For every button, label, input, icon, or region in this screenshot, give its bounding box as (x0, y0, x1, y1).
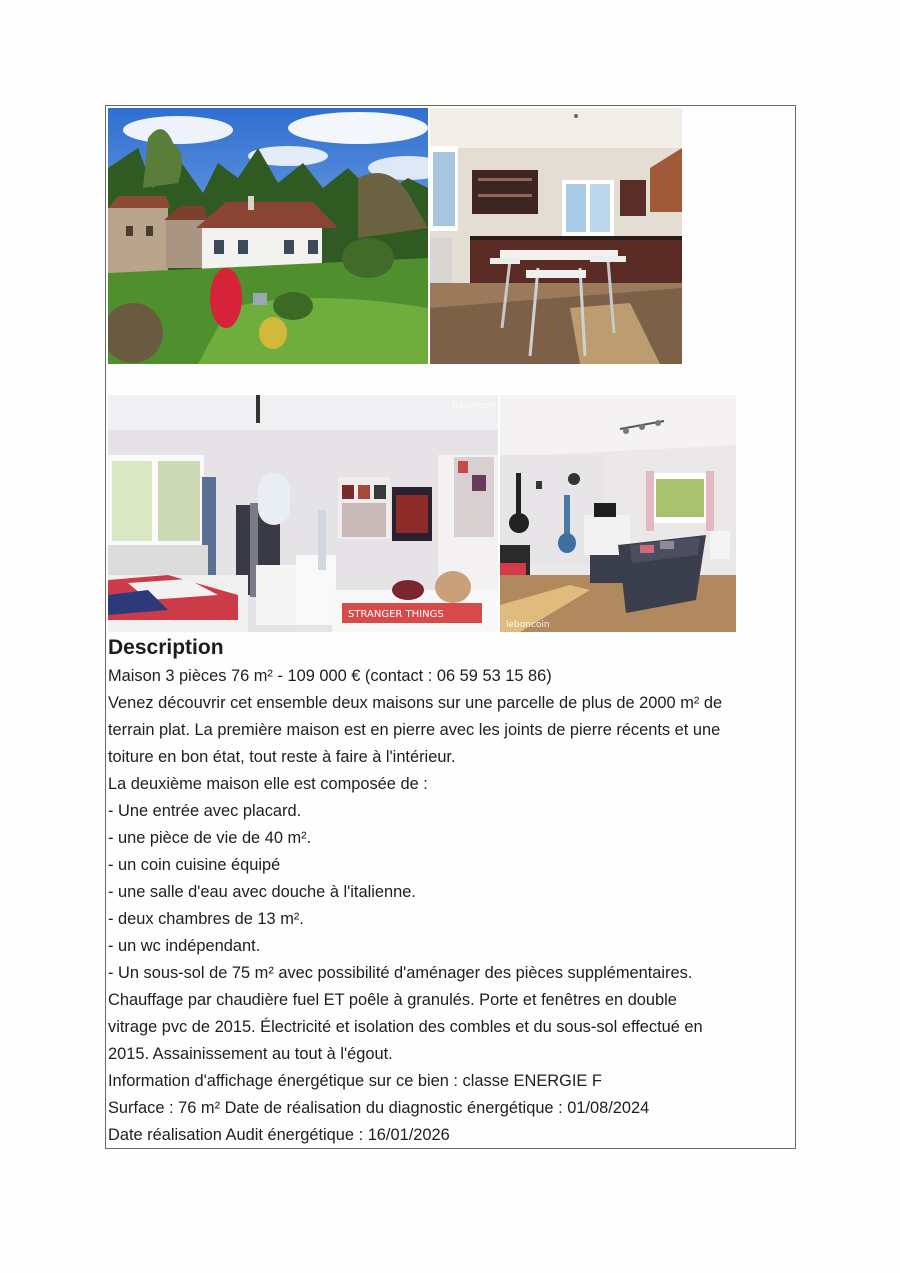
description-line: Surface : 76 m² Date de réalisation du diagnostic énergétique : 01/08/2024 (108, 1099, 650, 1117)
kitchen-photo (430, 108, 682, 364)
watermark-label: leboncoin (506, 620, 550, 630)
description-line: - un wc indépendant. (108, 937, 261, 955)
description-line: vitrage pvc de 2015. Électricité et isolation des combles et du sous-sol effectué en (108, 1018, 703, 1036)
svg-text:STRANGER THINGS: STRANGER THINGS (348, 609, 444, 620)
description-line: 2015. Assainissement au tout à l'égout. (108, 1045, 393, 1063)
listing-frame (105, 105, 796, 1149)
description-line: Date réalisation Audit énergétique : 16/01/2026 (108, 1126, 450, 1144)
bedroom-photo (108, 395, 498, 632)
description-title: Description (108, 636, 224, 659)
description-line: - un coin cuisine équipé (108, 856, 281, 874)
description-section (108, 633, 794, 1149)
description-line: - Un sous-sol de 75 m² avec possibilité d'aménager des pièces supplémentaires. (108, 964, 693, 982)
house-exterior-photo (108, 108, 428, 364)
description-line: - deux chambres de 13 m². (108, 910, 304, 928)
description-line: La deuxième maison elle est composée de : (108, 775, 428, 793)
description-body (108, 663, 794, 1149)
description-line: - une pièce de vie de 40 m². (108, 829, 312, 847)
description-line: terrain plat. La première maison est en pierre avec les joints de pierre récents et une (108, 721, 721, 739)
description-line: Information d'affichage énergétique sur ce bien : classe ENERGIE F (108, 1072, 602, 1090)
description-line: - une salle d'eau avec douche à l'italienne. (108, 883, 416, 901)
description-line: toiture en bon état, tout reste à faire à l'intérieur. (108, 748, 456, 766)
description-line: Chauffage par chaudière fuel ET poêle à granulés. Porte et fenêtres en double (108, 991, 677, 1009)
living-room-photo (500, 395, 736, 632)
description-line: Maison 3 pièces 76 m² - 109 000 € (contact : 06 59 53 15 86) (108, 667, 552, 685)
description-line: - Une entrée avec placard. (108, 802, 302, 820)
watermark-label: leboncoin (452, 401, 496, 411)
description-line: Venez découvrir cet ensemble deux maisons sur une parcelle de plus de 2000 m² de (108, 694, 723, 712)
